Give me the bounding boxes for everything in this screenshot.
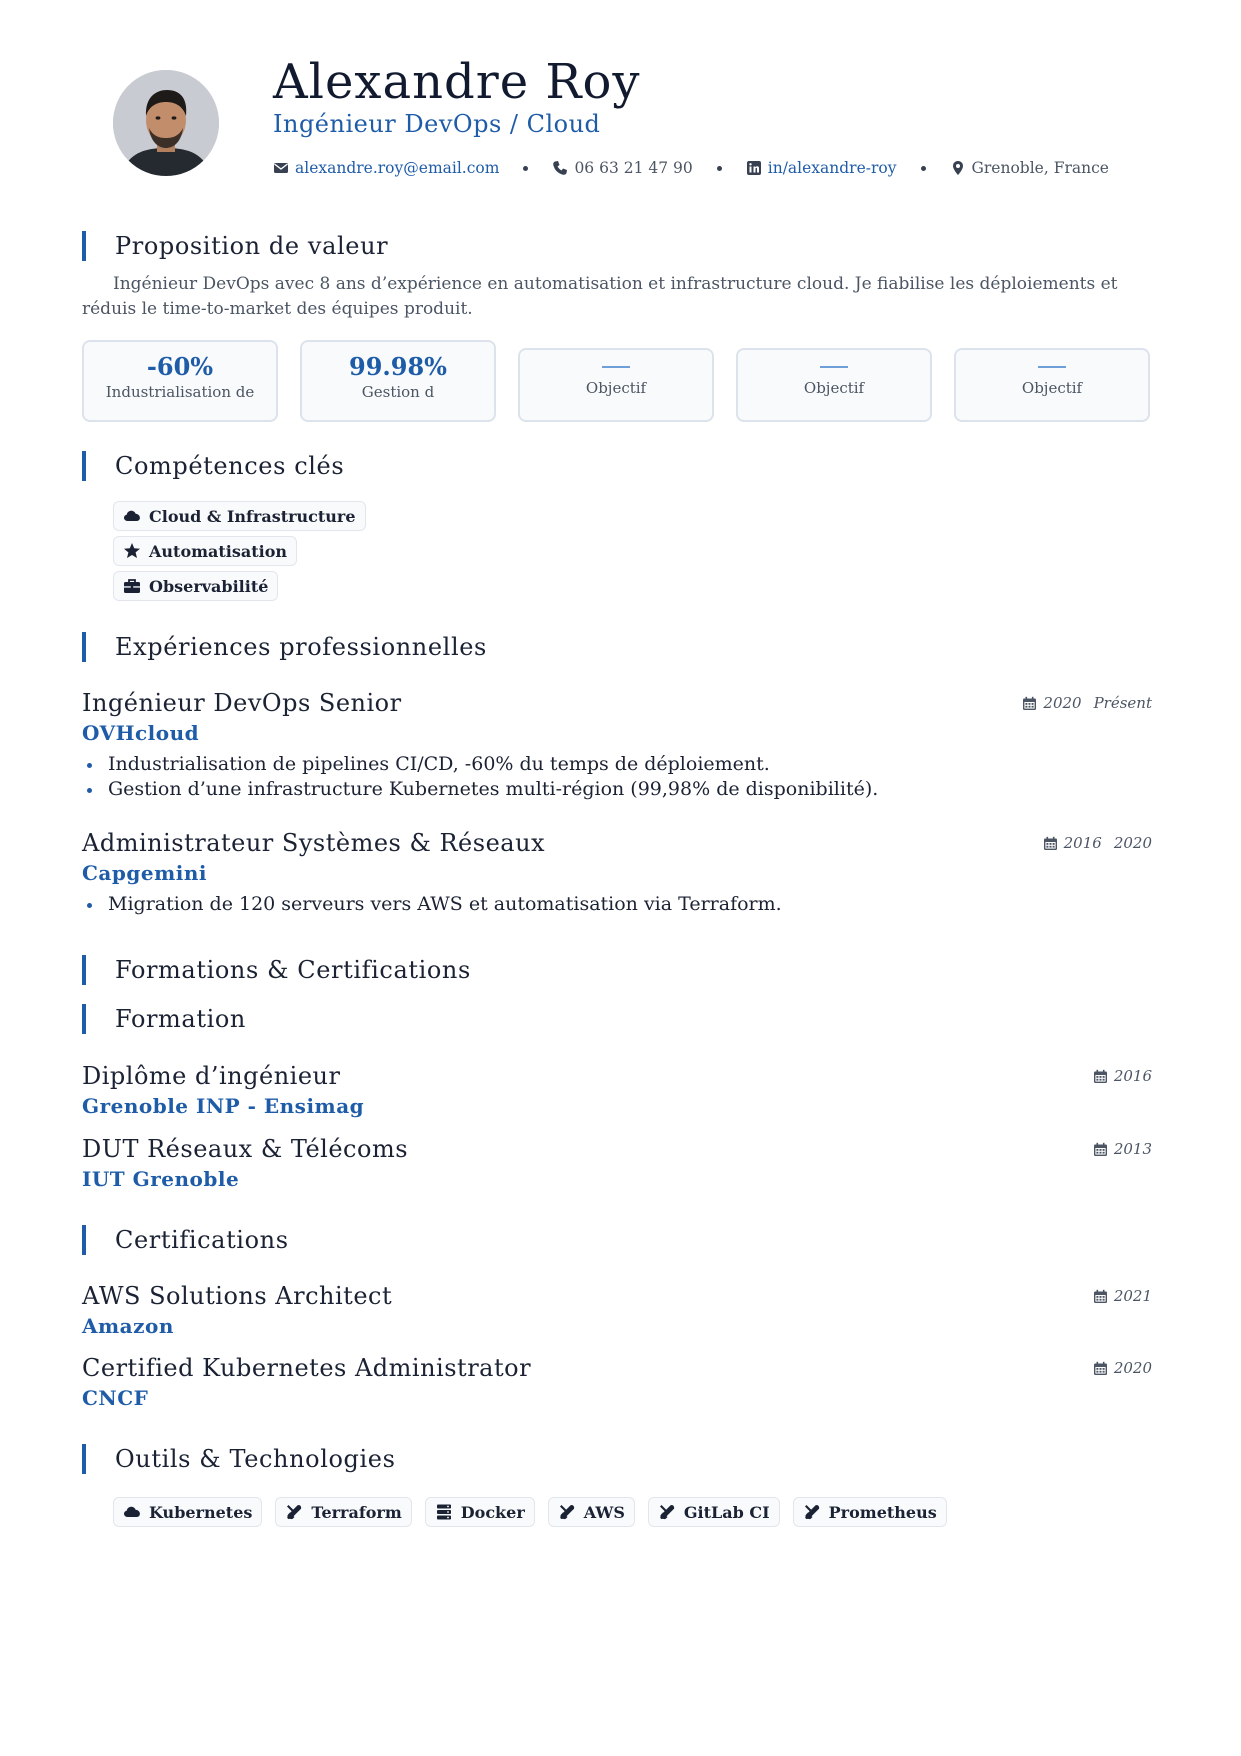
education-title: DUT Réseaux & Télécoms [82,1135,409,1163]
location-text: Grenoble, France [971,159,1109,177]
list-item: Migration de 120 serveurs vers AWS et automatisation via Terraform. [108,892,1152,917]
kpi-label: Industrialisation de [105,383,255,401]
date-year: 2013 [1113,1140,1152,1158]
list-item: Industrialisation de pipelines CI/CD, -60% du temps de déploiement. [108,752,1152,777]
date-end: 2020 [1113,834,1152,852]
certification-issuer: Amazon [82,1314,174,1338]
candidate-name: Alexandre Roy [273,54,641,110]
section-title: Proposition de valeur [115,232,389,260]
education-date [1093,1140,1152,1158]
calendar-icon [1093,1361,1108,1376]
education-school: Grenoble INP - Ensimag [82,1094,365,1118]
tool-chip [648,1497,780,1527]
kpi-card-placeholder [518,348,714,422]
education-title: Diplôme d’ingénieur [82,1062,341,1090]
education-entry [82,1061,1152,1121]
tool-label: Terraform [311,1502,402,1522]
kpi-card [300,340,496,422]
tools-icon [658,1503,676,1521]
calendar-icon [1022,696,1037,711]
certification-issuer: CNCF [82,1386,149,1410]
phone-contact [552,159,692,177]
section-title: Compétences clés [115,452,345,480]
certification-date [1093,1359,1152,1377]
section-title: Expériences professionnelles [115,633,487,661]
linkedin-contact[interactable] [746,159,897,177]
kpi-card [82,340,278,422]
section-title: Outils & Technologies [115,1445,396,1473]
subsection-certifications-heading [82,1225,289,1255]
skill-chip-cloud [113,501,366,531]
list-item: Gestion d’une infrastructure Kubernetes multi-région (99,98% de disponibilité). [108,777,1152,802]
cloud-icon [123,1503,141,1521]
server-icon [435,1503,453,1521]
job-title: Ingénieur DevOps / Cloud [273,110,601,138]
kpi-empty-value [820,366,848,368]
phone-text: 06 63 21 47 90 [574,159,693,177]
kpi-label: Gestion d [361,383,435,401]
cloud-icon [123,507,141,525]
email-contact[interactable] [273,159,499,177]
summary-text: Ingénieur DevOps avec 8 ans d’expérience en automatisation et infrastructure cloud. Je fiabilise les déploiements et réduis le time-to-market des équipes produit. [82,274,1118,319]
experience-company: Capgemini [82,861,207,885]
kpi-row [82,340,1152,424]
tool-label: GitLab CI [683,1502,770,1522]
kpi-value: -60% [146,352,214,381]
skill-chip [113,501,366,531]
skill-chip [113,536,297,566]
section-accent-bar [82,632,86,662]
tool-label: Kubernetes [149,1502,253,1522]
tool-label: Prometheus [828,1502,937,1522]
tool-chip [275,1497,411,1527]
phone-icon [552,160,568,176]
resume-header [113,52,1153,192]
section-title: Formation [115,1005,246,1033]
kpi-value: 99.98% [349,352,447,381]
experience-bullets [82,752,1152,802]
date-start: 2020 [1043,694,1082,712]
education-entry [82,1134,1152,1194]
section-accent-bar [82,955,86,985]
certification-date [1093,1287,1152,1305]
experience-title: Administrateur Systèmes & Réseaux [82,829,546,857]
tools-icon [285,1503,303,1521]
section-accent-bar [82,1444,86,1474]
section-education-heading [82,955,471,985]
section-accent-bar [82,1225,86,1255]
separator-dot [523,166,528,171]
kpi-label: Objectif [585,379,647,397]
skill-label: Automatisation [149,541,288,561]
tools-icon [803,1503,821,1521]
skill-chip [113,571,278,601]
contact-line [273,156,1109,180]
briefcase-icon [123,577,141,595]
experience-company: OVHcloud [82,721,200,745]
subsection-formation-heading [82,1004,246,1034]
tool-chip [113,1497,262,1527]
certification-entry [82,1281,1152,1341]
skill-label: Cloud & Infrastructure [149,506,356,526]
experience-entry [82,688,1152,802]
linkedin-text: in/alexandre-roy [767,159,897,177]
kpi-empty-value [602,366,630,368]
skill-label: Observabilité [149,576,269,596]
section-title: Certifications [115,1226,289,1254]
section-summary-heading [82,231,388,261]
separator-dot [921,166,926,171]
experience-dates [1022,694,1152,712]
experience-entry [82,828,1152,917]
tool-label: AWS [583,1502,625,1522]
email-text: alexandre.roy@email.com [295,159,500,177]
section-title: Formations & Certifications [115,956,471,984]
tool-label: Docker [460,1502,525,1522]
section-accent-bar [82,1004,86,1034]
section-accent-bar [82,451,86,481]
calendar-icon [1093,1142,1108,1157]
date-year: 2016 [1113,1067,1152,1085]
date-year: 2021 [1113,1287,1152,1305]
linkedin-icon [746,160,762,176]
star-icon [123,542,141,560]
calendar-icon [1093,1289,1108,1304]
experience-title: Ingénieur DevOps Senior [82,689,402,717]
calendar-icon [1043,836,1058,851]
skill-chip-automation [113,536,297,566]
education-date [1093,1067,1152,1085]
kpi-label: Objectif [803,379,865,397]
kpi-card-placeholder [736,348,932,422]
avatar [113,70,219,176]
tools-chip-row [113,1497,947,1527]
tool-chip [793,1497,947,1527]
kpi-card-placeholder [954,348,1150,422]
tool-chip [548,1497,635,1527]
certification-title: Certified Kubernetes Administrator [82,1354,532,1382]
tools-icon [558,1503,576,1521]
envelope-icon [273,160,289,176]
section-skills-heading [82,451,344,481]
section-experience-heading [82,632,487,662]
certification-entry [82,1353,1152,1413]
education-school: IUT Grenoble [82,1167,240,1191]
date-year: 2020 [1113,1359,1152,1377]
location-contact [950,159,1109,177]
kpi-label: Objectif [1021,379,1083,397]
date-end: Présent [1093,694,1152,712]
section-accent-bar [82,231,86,261]
certification-title: AWS Solutions Architect [82,1282,393,1310]
experience-bullets [82,892,1152,917]
tool-chip [425,1497,535,1527]
skill-chip-observability [113,571,278,601]
map-pin-icon [950,160,966,176]
calendar-icon [1093,1069,1108,1084]
kpi-empty-value [1038,366,1066,368]
section-tools-heading [82,1444,396,1474]
experience-dates [1043,834,1152,852]
date-start: 2016 [1063,834,1102,852]
separator-dot [717,166,722,171]
